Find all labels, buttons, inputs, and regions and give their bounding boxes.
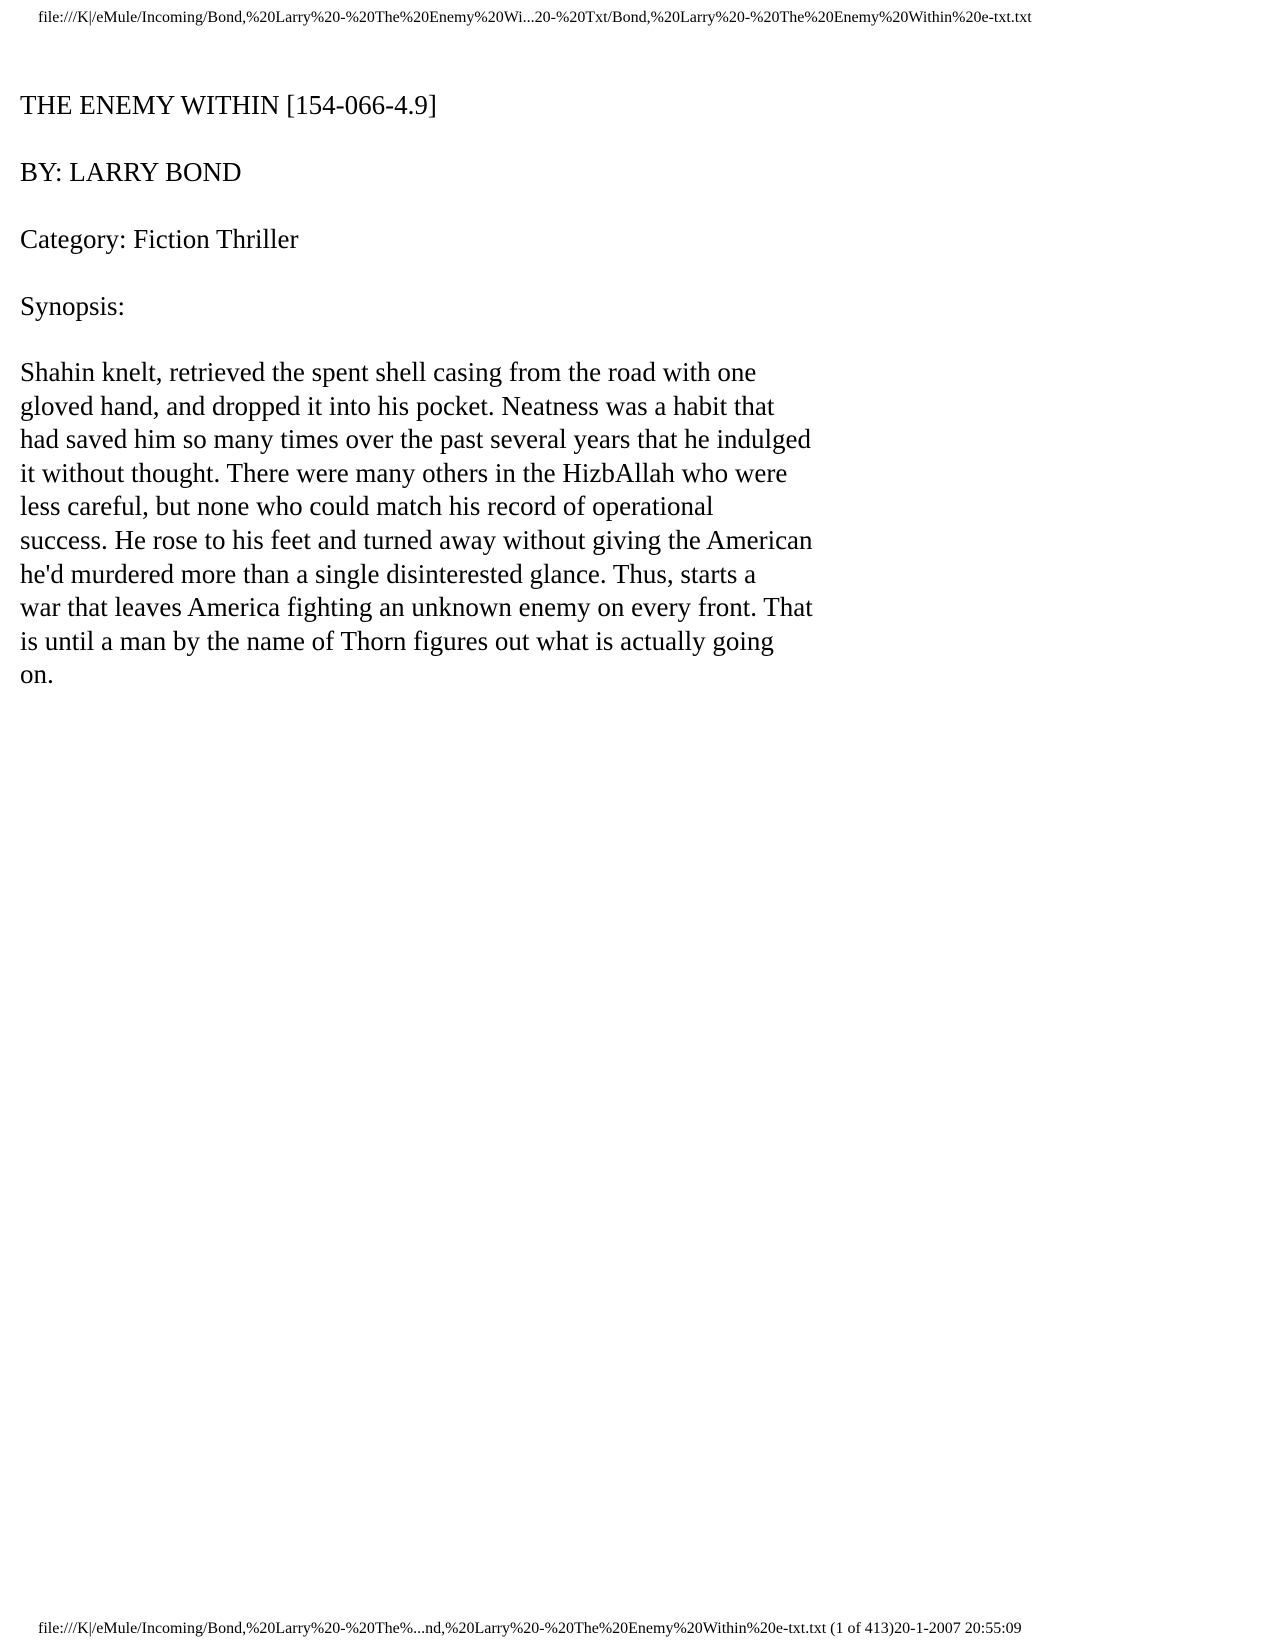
synopsis-line: gloved hand, and dropped it into his pocket. Neatness was a habit that	[20, 390, 775, 421]
footer-file-path-page-info: file:///K|/eMule/Incoming/Bond,%20Larry%20-%20The%...nd,%20Larry%20-%20The%20Enemy%20Within%20e-txt.txt (1 of 413)20-1-2007 20:55:09	[38, 1620, 1022, 1637]
synopsis-line: Shahin knelt, retrieved the spent shell casing from the road with one	[20, 357, 757, 387]
synopsis-line: he'd murdered more than a single disinterested glance. Thus, starts a	[20, 558, 757, 589]
synopsis-text	[20, 356, 920, 692]
header-file-path: file:///K|/eMule/Incoming/Bond,%20Larry%20-%20The%20Enemy%20Wi...20-%20Txt/Bond,%20Larry%20-%20The%20Enemy%20Within%20e-txt.txt	[38, 9, 1032, 26]
synopsis-line: on.	[20, 659, 54, 690]
synopsis-line: less careful, but none who could match his record of operational	[20, 491, 714, 522]
synopsis-line: success. He rose to his feet and turned away without giving the American	[20, 524, 813, 555]
synopsis-line: had saved him so many times over the past several years that he indulged	[20, 424, 812, 455]
book-category: Category: Fiction Thriller	[20, 224, 299, 254]
synopsis-line: is until a man by the name of Thorn figures out what is actually going	[20, 625, 774, 656]
book-author: BY: LARRY BOND	[20, 157, 242, 187]
synopsis-line: it without thought. There were many others in the HizbAllah who were	[20, 457, 788, 488]
synopsis-label: Synopsis:	[20, 291, 126, 321]
document-body	[20, 88, 920, 692]
synopsis-line: war that leaves America fighting an unknown enemy on every front. That	[20, 592, 813, 623]
book-title: THE ENEMY WITHIN [154-066-4.9]	[20, 90, 437, 120]
